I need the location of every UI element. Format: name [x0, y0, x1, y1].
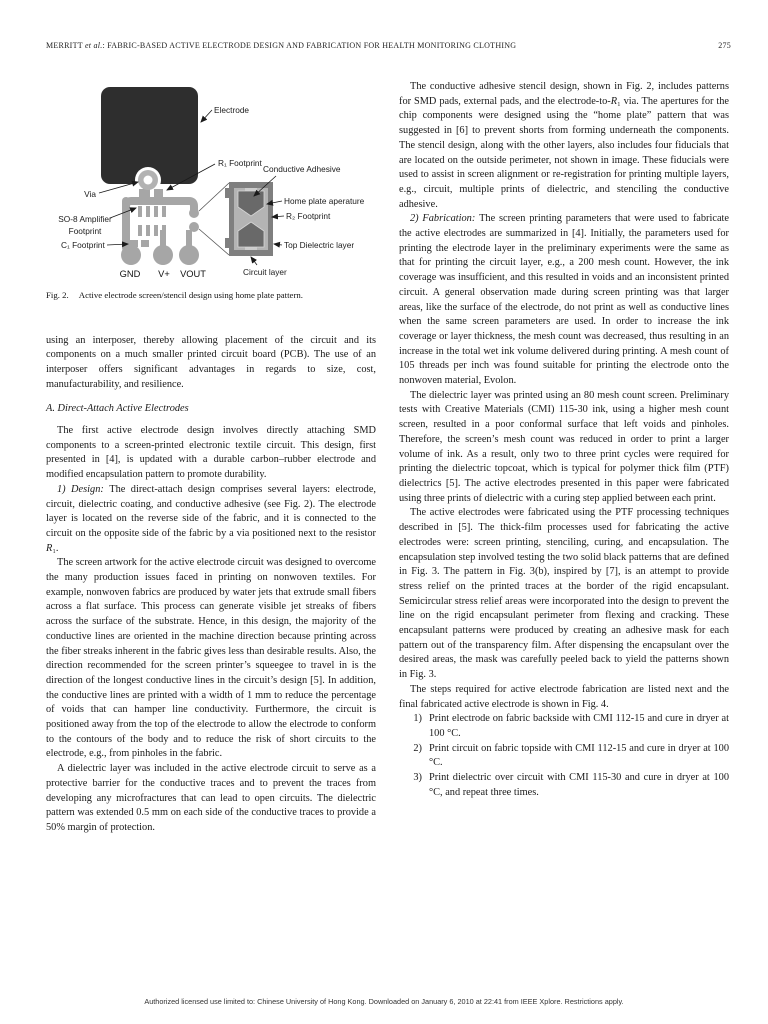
via-label: Via — [84, 189, 96, 199]
text-run: Print circuit on fabric topside with CMI 112-15 and cure in dryer at 100 °C. — [429, 742, 729, 769]
step-text — [429, 742, 729, 771]
paragraph — [399, 212, 729, 388]
fabrication-step — [399, 771, 729, 800]
text-run: A dielectric layer was included in the active electrode circuit to serve as a protective barrier for the conductive traces and to prevent the traces from developing any microfractures that can lead to open circuits. The dielectric pattern was extended 0.5 mm on each side of the conductive traces to provide a 50% margin of protection. — [46, 763, 376, 833]
text-run: Print electrode on fabric backside with CMI 112-15 and cure in dryer at 100 °C. — [429, 713, 729, 739]
figure-caption — [46, 290, 376, 302]
text-run: The first active electrode design involves directly attaching SMD components to a screen-printed electronic textile circuit. This design, first presented in [4], is updated with a durable carbon–rubber electrode and modified encapsulation pattern to promote durability. — [46, 425, 376, 481]
text-run: ₁. — [52, 542, 59, 554]
circuit-layer-label: Circuit layer — [243, 267, 287, 277]
step-number: 2) — [413, 742, 422, 754]
figure-caption-text: Active electrode screen/stencil design using home plate pattern. — [78, 290, 303, 300]
page-header — [46, 41, 731, 50]
top-dielectric-label: Top Dielectric layer — [284, 240, 355, 250]
text-run: 1) Design: — [57, 483, 110, 495]
paragraph — [399, 683, 729, 712]
text-run: using an interposer, thereby allowing placement of the circuit and its components on a much smaller printed circuit board (PCB). The use of an interposer offers significant advantages in regards to size, cost, manufacturability, and resilience. — [46, 334, 376, 390]
step-number: 1) — [413, 713, 422, 725]
text-run: The screen printing parameters that were used to fabricate the active electrodes are summarized in [4]. Initially, the parameters used for printing the electrode layer in the preliminary experiments were the same as that for printing the circuit layer, e.g., a 200 mesh count. However, the ink coverage was insufficient, and this resulted in voids and an inconsistent printed circuit. A general observation made during screen printing was that larger areas, like the surface of the electrode, do not print as well as conductive lines when the same screen parameters are used. In order to increase the ink coverage or layer thickness, the mesh count was decreased, thus resulting in an increase in the total wet ink volume delivered during printing. A mesh count of 105 threads per inch was found suitable for printing the electrode onto the nonwoven material, Evolon. — [399, 213, 730, 387]
text-run: The direct-attach design comprises several layers: electrode, circuit, dielectric coating, and conductive adhesive (see Fig. 2). The electrode layer is located on the reverse side of the fabric, and it is connected to the circuit on the opposite side of the fabric by a via positioned next to the resistor — [46, 483, 376, 539]
fabrication-step — [399, 742, 729, 771]
running-head-etal: et al. — [84, 41, 103, 50]
left-column-text — [46, 334, 376, 836]
section-heading — [46, 402, 376, 417]
r2-footprint-label: R₂ Footprint — [286, 211, 331, 221]
text-run: A. Direct-Attach Active Electrodes — [46, 403, 189, 415]
running-head — [46, 41, 516, 50]
step-text — [429, 771, 729, 800]
text-run: The conductive adhesive stencil design, shown in Fig. 2, includes patterns for SMD pads, external pads, and the electrode-to- — [399, 81, 729, 107]
so8-label-line1: SO-8 Amplifier — [58, 214, 112, 224]
conductive-adhesive-label: Conductive Adhesive — [263, 164, 341, 174]
via-pad — [139, 189, 148, 198]
zoom-line-bottom — [199, 229, 229, 255]
text-run: ₁ via. The apertures for the chip components were designed using the “home plate” pattern that was suggested in [6] to prevent shorts from forming underneath the components. The stencil design, along with the other layers, also includes four fiducials that are located on the outside perimeter, not shown in image. These fiducials were used to assist in screen alignment or re-registration for printing multiple layers, e.g., circuit, multiple prints of dielectric, and stenciling the conductive adhesive. — [399, 95, 729, 210]
text-run: Print dielectric over circuit with CMI 115-30 and cure in dryer at 100 °C, and repeat three times. — [429, 772, 729, 798]
step-text — [429, 712, 729, 741]
electrode-label: Electrode — [214, 105, 250, 115]
text-run: The screen artwork for the active electrode circuit was designed to overcome the many production issues faced in printing on nonwoven textiles. For example, nonwoven fabrics are produced by water jets that extrude small fibers across a flat surface. This process can generate visible jet streaks of fibers across the surface of the substrate. Hence, in this design, the majority of the conductive lines are oriented in the machine direction because printing across the fiber streaks inherent in the fabric gives less than desirable results. Also, the direction recommended for the screen printer’s squeegee to travel in is the direction of the longest conductive lines in the circuit’s design [5]. In addition, the conductive lines are printed with a width of 1 mm to reduce the percentage of voids that can hamper line conductivity. Furthermore, the circuit is positioned away from the top of the electrode to allow the electrode to conform to the contours of the body and to reduce the risk of short circuits to the electrode, e.g., from pinholes in the fabric. — [46, 557, 376, 760]
paragraph — [46, 424, 376, 483]
running-head-author: MERRITT — [46, 41, 85, 50]
circuit-traces — [121, 186, 199, 265]
paragraph — [46, 556, 376, 762]
two-column-body — [46, 80, 729, 836]
c1-pad-right — [141, 240, 149, 247]
left-column — [46, 80, 376, 836]
vplus-label: V+ — [158, 269, 170, 279]
paragraph — [46, 483, 376, 557]
text-run: The active electrodes were fabricated using the PTF processing techniques described in [5]. The thick-film processes used for fabricating the active electrodes were: screen printing, stenciling, curing, and encapsulation. The encapsulation step involved testing the two solid black patterns that are defined in Fig. 3. The pattern in Fig. 3(b), inspired by [7], is an attempt to provide stress relief on the printed traces at the border of the rigid encapsulant. Semicircular stress relief areas were incorporated into the design to prevent the line on the rigid encapsulant perimeter from flexing and cracking. These encapsulant patterns were produced by creating an adhesive mask for each pattern out of the transparency film. After dispensing the encapsulant over the desired areas, the mask was carefully peeled back to yield the patterns shown in Fig. 3. — [399, 507, 729, 681]
paragraph — [46, 334, 376, 393]
text-run: The dielectric layer was printed using an 80 mesh count screen. Preliminary tests with Creative Materials (CMI) 115-30 ink, using a higher mesh count screen, resulted in a poor conformal surface that left voids and pinholes. Therefore, the screen’s mesh count was reduced in order to print a larger volume of ink. As a result, only two to three print cycles were required for printing the dielectric topcoat, which is typical for polymer thick film (PTF) dielectrics [5]. The active electrodes presented in this paper were fabricated using three prints of dielectric with a curing step applied between each print. — [399, 389, 729, 504]
running-head-title: : FABRIC-BASED ACTIVE ELECTRODE DESIGN AND FABRICATION FOR HEALTH MONITORING CLOTHING — [102, 41, 517, 50]
c1-footprint-label: C₁ Footprint — [61, 240, 105, 250]
vout-terminal — [179, 245, 199, 265]
figure-caption-label: Fig. 2. — [46, 290, 69, 300]
r1-footprint-label: R₁ Footprint — [218, 158, 262, 168]
figure-2-diagram — [46, 80, 376, 288]
r1-pad — [154, 189, 163, 198]
paragraph — [399, 389, 729, 507]
home-plate-inset — [225, 182, 273, 256]
right-column — [399, 80, 729, 836]
so8-label-line2: Footprint — [68, 226, 102, 236]
copyright-notice: Authorized licensed use limited to: Chinese University of Hong Kong. Downloaded on January 6, 2010 at 22:41 from IEEE Xplore. Restrictions apply. — [144, 997, 624, 1006]
paragraph — [399, 506, 729, 682]
gnd-label: GND — [119, 269, 141, 279]
via-hole — [144, 176, 153, 185]
page-number: 275 — [718, 41, 731, 50]
text-run: R — [610, 95, 618, 107]
text-run: The steps required for active electrode fabrication are listed next and the final fabricated active electrode is shown in Fig. 4. — [399, 683, 729, 710]
right-column-text — [399, 80, 729, 800]
step-number: 3) — [413, 772, 422, 784]
right-pad-top — [189, 208, 199, 218]
home-plate-label: Home plate aperature — [284, 196, 365, 206]
zoom-line-top — [199, 183, 229, 211]
vout-label: VOUT — [180, 269, 206, 279]
paragraph — [399, 80, 729, 212]
fabrication-step — [399, 712, 729, 741]
text-run: R — [46, 542, 53, 554]
vplus-terminal — [153, 245, 173, 265]
text-run: 2) Fabrication: — [410, 213, 480, 225]
paragraph — [46, 762, 376, 836]
gnd-terminal — [121, 245, 141, 265]
